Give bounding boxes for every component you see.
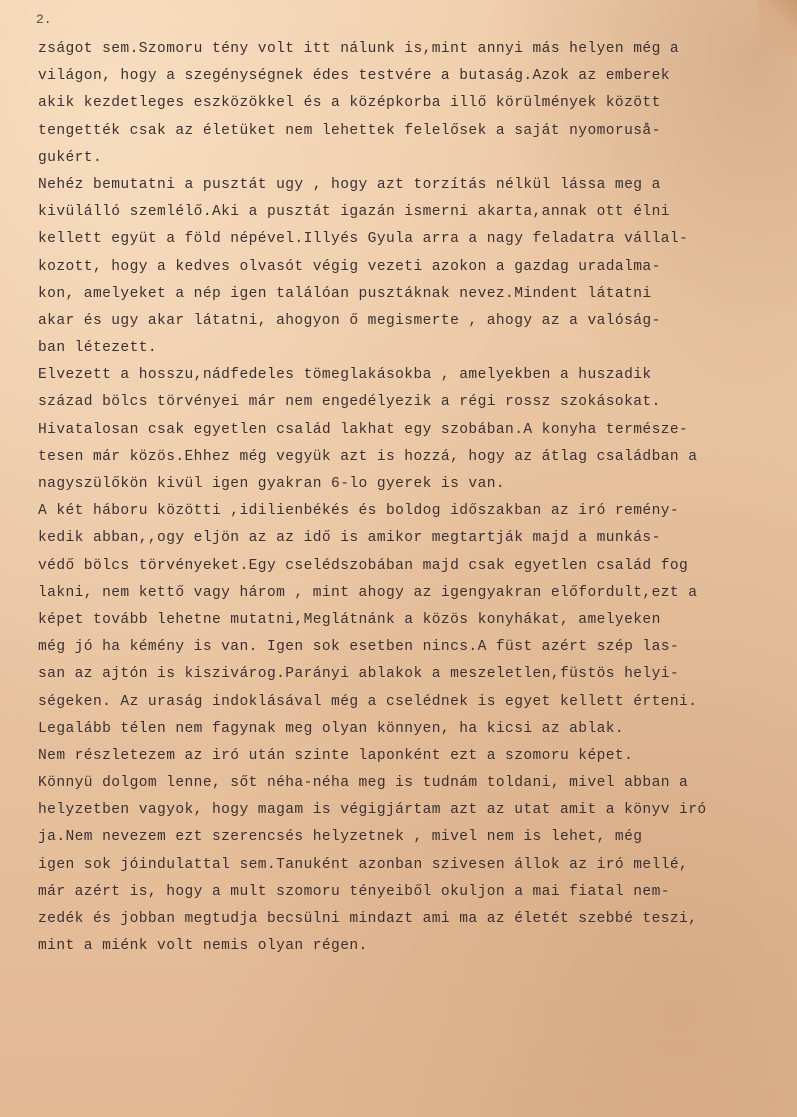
text-line: mint a miénk volt nemis olyan régen. bbox=[38, 938, 368, 955]
text-line: kellett együt a föld népével.Illyés Gyula arra a nagy feladatra vállal- bbox=[38, 231, 689, 248]
text-line: már azért is, hogy a mult szomoru tényeiből okuljon a mai fiatal nem- bbox=[38, 883, 670, 900]
text-line: képet tovább lehetne mutatni,Meglátnánk a közös konyhákat, amelyeken bbox=[38, 611, 661, 628]
text-line: helyzetben vagyok, hogy magam is végigjártam azt az utat amit a könyv iró bbox=[38, 802, 707, 819]
text-line: század bölcs törvényei már nem engedélyezik a régi rossz szokásokat. bbox=[38, 394, 661, 411]
typewritten-text bbox=[38, 36, 778, 960]
text-line: Könnyü dolgom lenne, sőt néha-néha meg is tudnám toldani, mivel abban a bbox=[38, 775, 689, 792]
text-line: gukért. bbox=[38, 149, 103, 166]
text-line: A két háboru közötti ,idilienbékés és boldog időszakban az iró remény- bbox=[38, 503, 680, 520]
text-line: igen sok jóindulattal sem.Tanuként azonban szivesen állok az iró mellé, bbox=[38, 856, 689, 873]
text-line: nagyszülőkön kivül igen gyakran 6-lo gyerek is van. bbox=[38, 476, 506, 492]
text-line: zságot sem.Szomoru tény volt itt nálunk is,mint annyi más helyen még a bbox=[38, 41, 680, 57]
text-line: ségeken. Az uraság indoklásával még a cselédnek is egyet kellett érteni. bbox=[38, 693, 698, 710]
text-line: Nem részletezem az iró után szinte laponként ezt a szomoru képet. bbox=[38, 747, 634, 764]
text-line: Elvezett a hosszu,nádfedeles tömeglakásokba , amelyekben a huszadik bbox=[38, 367, 652, 384]
text-line: akik kezdetleges eszközökkel és a középkorba illő körülmények között bbox=[38, 95, 661, 112]
text-line: védő bölcs törvényeket.Egy cselédszobában majd csak egyetlen család fog bbox=[38, 557, 689, 574]
text-line: ban létezett. bbox=[38, 340, 158, 357]
text-line: san az ajtón is kiszivárog.Parányi ablakok a meszeletlen,füstös helyi- bbox=[38, 666, 680, 683]
text-line: zedék és jobban megtudja becsülni mindazt ami ma az életét szebbé teszi, bbox=[38, 911, 698, 927]
text-line: kedik abban,,ogy eljön az az idő is amikor megtartják majd a munkás- bbox=[38, 530, 661, 547]
text-line: tengették csak az életüket nem lehettek felelősek a saját nyomoruså- bbox=[38, 122, 661, 139]
text-line: Legalább télen nem fagynak meg olyan könnyen, ha kicsi az ablak. bbox=[38, 720, 625, 737]
text-line: Nehéz bemutatni a pusztát ugy , hogy azt torzítás nélkül lássa meg a bbox=[38, 176, 661, 193]
text-line: ja.Nem nevezem ezt szerencsés helyzetnek , mivel nem is lehet, még bbox=[38, 829, 643, 846]
text-line: világon, hogy a szegénységnek édes testvére a butaság.Azok az emberek bbox=[38, 68, 670, 85]
text-line: kozott, hogy a kedves olvasót végig vezeti azokon a gazdag uradalma- bbox=[38, 258, 661, 275]
text-line: Hivatalosan csak egyetlen család lakhat egy szobában.A konyha természe- bbox=[38, 421, 689, 438]
text-line: még jó ha kémény is van. Igen sok esetben nincs.A füst azért szép las- bbox=[38, 639, 680, 656]
text-line: akar és ugy akar látatni, ahogyon ő megismerte , ahogy az a valóság- bbox=[38, 312, 661, 329]
text-line: kon, amelyeket a nép igen találóan pusztáknak nevez.Mindent látatni bbox=[38, 285, 652, 302]
page-number: 2. bbox=[36, 12, 52, 27]
text-line: kivülálló szemlélő.Aki a pusztát igazán ismerni akarta,annak ott élni bbox=[38, 204, 670, 221]
text-line: tesen már közös.Ehhez még vegyük azt is hozzá, hogy az átlag családban a bbox=[38, 448, 698, 465]
text-line: lakni, nem kettő vagy három , mint ahogy az igengyakran előfordult,ezt a bbox=[38, 584, 698, 601]
